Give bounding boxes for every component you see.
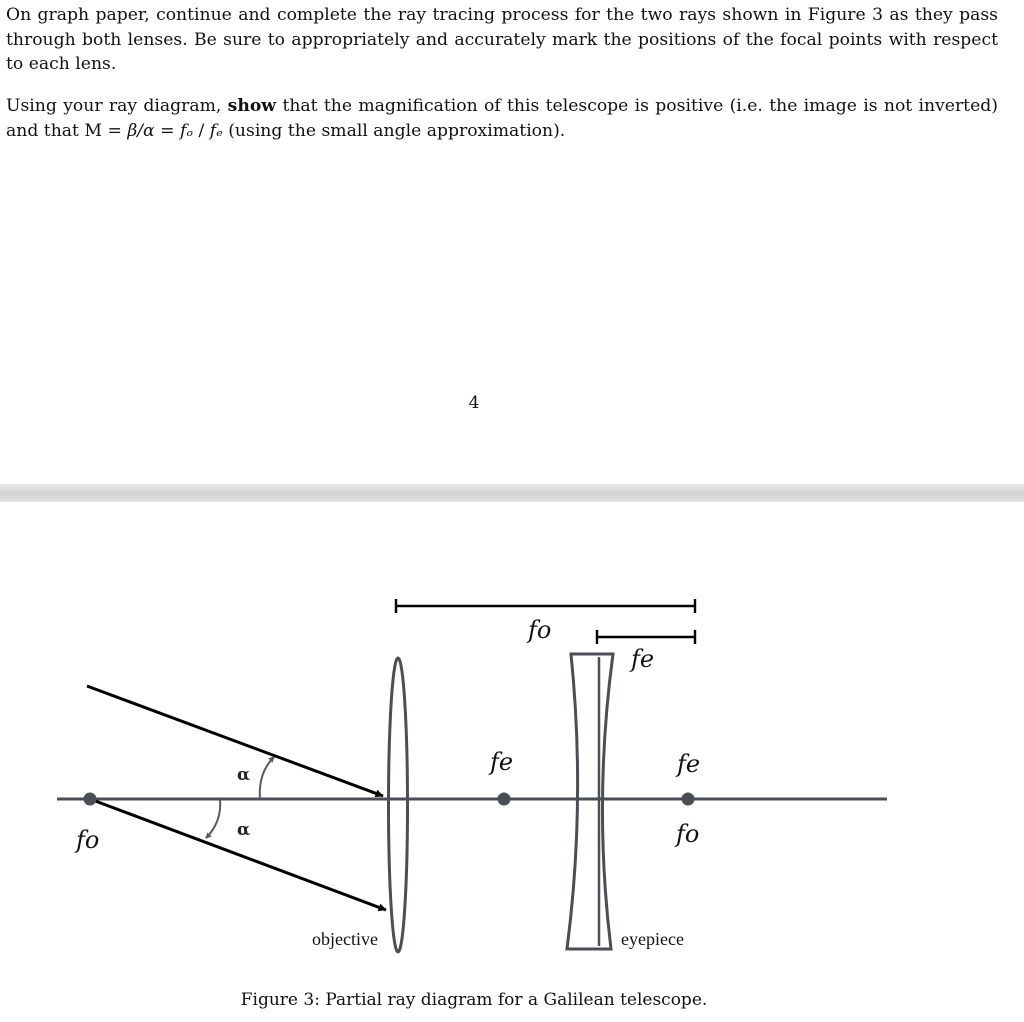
label-fe-top: fe (631, 645, 655, 673)
label-fe-right: fe (677, 750, 701, 778)
objective-lens (389, 658, 408, 952)
label-fo-left: fo (76, 826, 100, 854)
p2-lead: Using your ray diagram, (6, 96, 222, 116)
alpha-upper-arc (260, 757, 274, 799)
p2-eq: = (160, 120, 175, 141)
instruction-paragraph-1: On graph paper, continue and complete the ray tracing process for the two rays shown in Figure 3 as they pass through both lenses. Be sure to appropriately and accurately mark the positions of the focal points with respect to each lens. (6, 5, 998, 74)
label-fo-right: fo (676, 820, 700, 848)
fo-dimension-bar (396, 599, 695, 613)
p2-tail: (using the small angle approximation). (228, 120, 566, 141)
page-separator (0, 484, 1024, 502)
p2-fo: fₒ (180, 120, 193, 141)
fe-dimension-bar (597, 630, 695, 644)
p2-bold-show: show (227, 96, 277, 116)
page-number: 4 (468, 393, 480, 413)
label-objective: objective (312, 929, 378, 949)
p2-beta-alpha: β/α (127, 120, 155, 141)
label-fe-middle: fe (490, 748, 514, 776)
figure-caption: Figure 3: Partial ray diagram for a Galilean telescope. (240, 990, 708, 1010)
label-eyepiece: eyepiece (621, 929, 684, 949)
focal-point-fo-left (84, 793, 97, 806)
ray-diagram (0, 502, 1024, 982)
label-alpha-lower: α (237, 820, 251, 840)
ray-lower (90, 799, 386, 910)
page-4 (0, 0, 1024, 484)
p2-slash: / (198, 120, 205, 141)
label-alpha-upper: α (237, 765, 251, 785)
p2-fe: fₑ (209, 120, 223, 141)
ray-upper (87, 686, 383, 796)
label-fo-top: fo (528, 616, 552, 644)
p2-mid: that the magnification of this telescope is positive (i.e. the image is not inverted) and that M = (6, 96, 998, 141)
alpha-lower-arc (206, 799, 220, 838)
eyepiece-lens (567, 654, 613, 949)
focal-point-fe-fo-right (682, 793, 695, 806)
focal-point-fe-objective-side (498, 793, 511, 806)
instruction-paragraph-2 (6, 94, 998, 143)
